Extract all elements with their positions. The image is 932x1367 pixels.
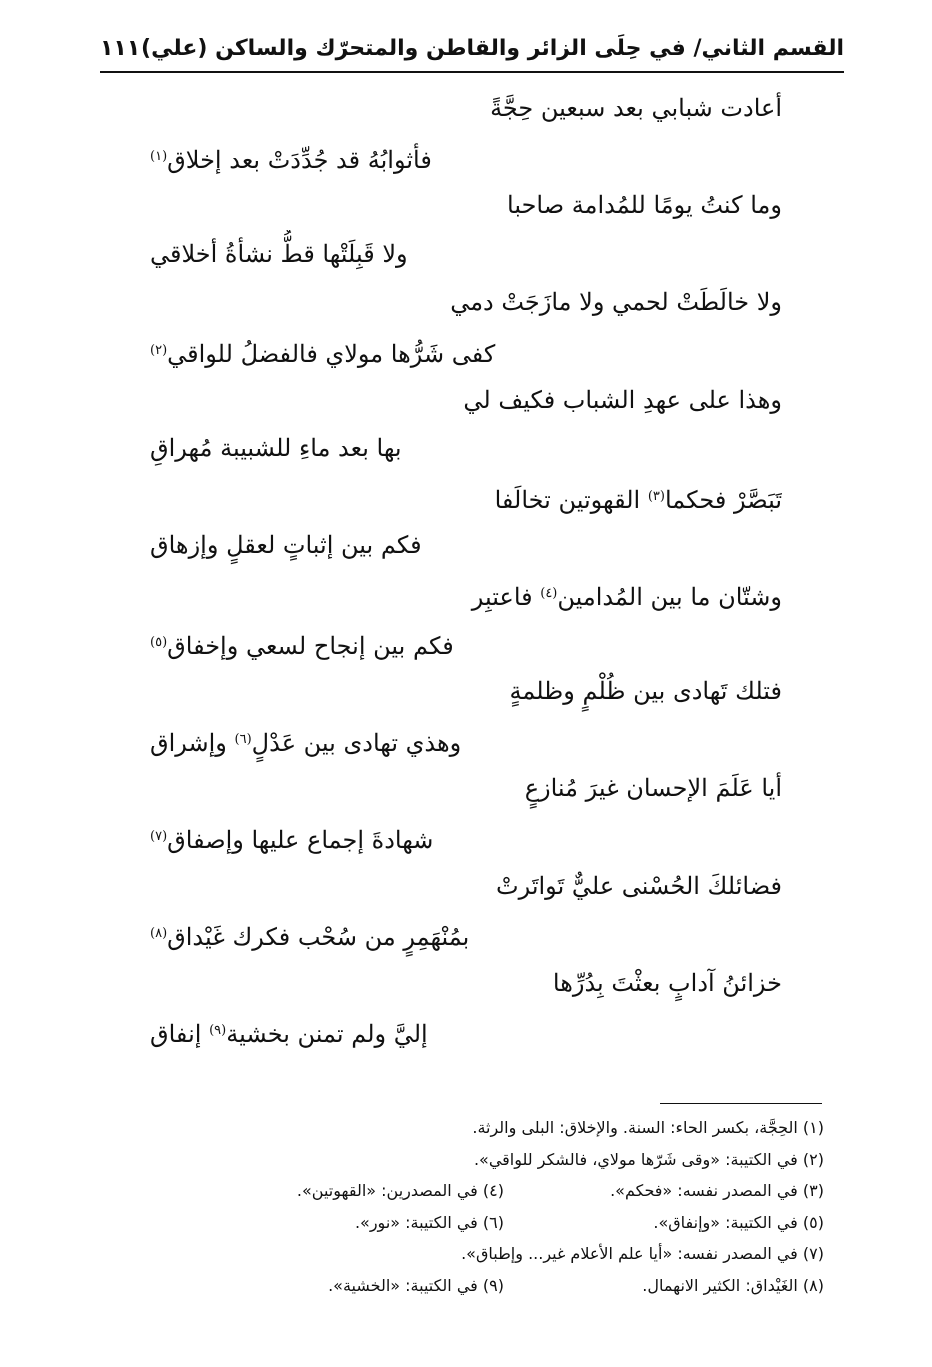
poem xyxy=(150,84,782,1056)
footnote-ref: (٩) xyxy=(209,1023,227,1039)
hemistich-second: ولا قَبِلَتْها قطُّ نشأةُ أخلاقي xyxy=(150,239,408,268)
hemistich-second: فكم بين إثباتٍ لعقلٍ وإزهاق xyxy=(150,531,422,560)
hemistich-second: بمُنْهَمِرٍ من سُحْب فكرك غَيْداق$^{(٨)}$ xyxy=(150,923,470,952)
hemistich-first: فضائلكَ الحُسْنى عليٌّ تَواتَرتْ xyxy=(496,871,782,900)
footnote-9: (٩) في الكتيبة: «الخشية». xyxy=(328,1275,504,1295)
footnote-row xyxy=(140,1175,824,1207)
footnote-5: (٥) في الكتيبة: «وإنفاق». xyxy=(653,1212,824,1232)
footnote-ref: (٤) xyxy=(540,585,558,601)
footnote-2: (٢) في الكتيبة: «وقى شَرّها مولاي، فالشكر للواقي». xyxy=(473,1149,824,1169)
footnote-ref: (٥) xyxy=(150,634,168,650)
footnote-row xyxy=(140,1270,824,1302)
footnote-8: (٨) الغَيْداق: الكثير الانهمال. xyxy=(642,1275,824,1295)
hemistich-first: فتلك تَهادى بين ظُلْمٍ وظلمةٍ xyxy=(509,677,782,706)
footnote-rule xyxy=(660,1103,822,1104)
footnote-row xyxy=(140,1207,824,1239)
footnote-6: (٦) في الكتيبة: «نور». xyxy=(354,1212,504,1232)
hemistich-second: وهذي تهادى بين عَدْلٍ$^{(٦)}$ وإشراق xyxy=(150,728,462,757)
running-header xyxy=(100,28,844,72)
header-rule xyxy=(100,71,844,73)
footnote-3: (٣) في المصدر نفسه: «فحكم». xyxy=(610,1181,824,1200)
hemistich-first: ولا خالَطَتْ لحمي ولا مازَجَتْ دمي xyxy=(450,288,782,317)
hemistich-first: تَبَصَّرْ فحكما$^{(٣)}$ القهوتين تخالَفا xyxy=(494,485,782,514)
footnote-ref: (١) xyxy=(150,148,168,164)
footnote-7: (٧) في المصدر نفسه: «أيا علم الأعلام غير... وإطباق». xyxy=(461,1244,824,1263)
hemistich-second: كفى شَرُّها مولاي فالفضلُ للواقي$^{(٢)}$ xyxy=(150,339,496,368)
footnote-ref: (٦) xyxy=(234,731,252,747)
hemistich-first: وهذا على عهدِ الشباب فكيف لي xyxy=(463,385,782,414)
hemistich-first: أيا عَلَمَ الإحسان غيرَ مُنازعٍ xyxy=(524,774,782,803)
hemistich-first: خزائنُ آدابٍ بعثْتَ بِدُرِّها xyxy=(552,968,782,997)
header-title: القسم الثاني/ في حِلَى الزائر والقاطن والمتحرّك والساكن (علي) xyxy=(141,36,844,61)
hemistich-first: وما كنتُ يومًا للمُدامة صاحبا xyxy=(507,191,782,220)
footnote-ref: (٢) xyxy=(150,342,168,358)
hemistich-second: إليَّ ولم تمنن بخشية$^{(٩)}$ إنفاق xyxy=(150,1020,428,1049)
hemistich-second: فأثوابُهُ قد جُدِّدَتْ بعد إخلاق$^{(١)}$ xyxy=(150,145,432,174)
footnote-ref: (٨) xyxy=(150,926,168,942)
page-number: ١١١ xyxy=(100,36,141,61)
footnote-ref: (٣) xyxy=(647,488,665,504)
hemistich-first: أعادت شبابي بعد سبعين حِجَّةً xyxy=(490,94,782,122)
hemistich-second: فكم بين إنجاح لسعي وإخفاق$^{(٥)}$ xyxy=(150,631,454,660)
footnotes xyxy=(140,1112,824,1301)
hemistich-second: بها بعد ماءِ للشبيبة مُهراقِ xyxy=(150,434,402,463)
hemistich-second: شهادةَ إجماع عليها وإصفاق$^{(٧)}$ xyxy=(150,825,434,854)
footnote-1: (١) الحِجَّة، بكسر الحاء: السنة. والإخلاق: البلى والرثة. xyxy=(472,1118,824,1137)
footnote-4: (٤) في المصدرين: «القهوتين». xyxy=(296,1181,504,1200)
footnote-ref: (٧) xyxy=(150,828,168,844)
hemistich-first: وشتّان ما بين المُدامين$^{(٤)}$ فاعتبِر xyxy=(471,582,782,611)
